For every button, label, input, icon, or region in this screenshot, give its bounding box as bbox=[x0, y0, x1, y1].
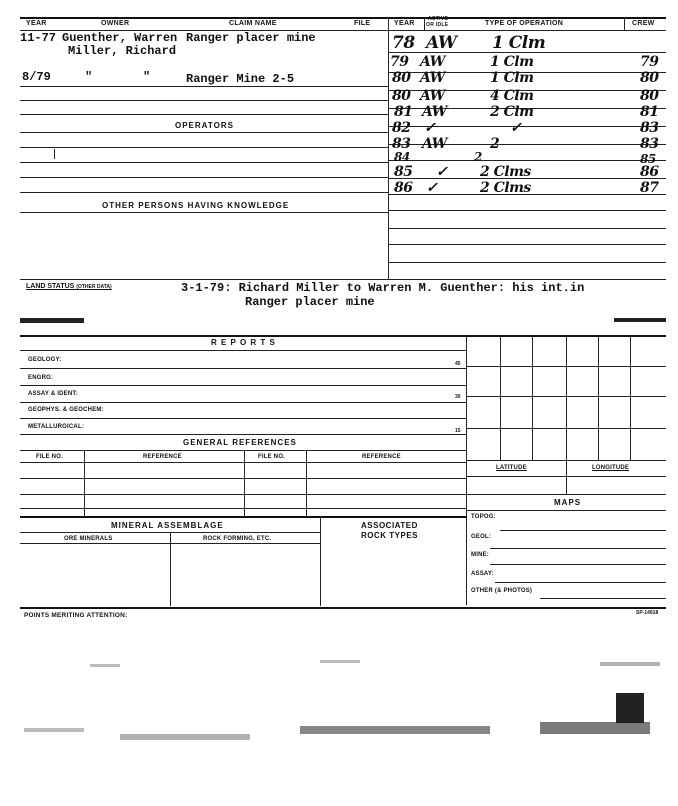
op-status: ✓ bbox=[436, 164, 448, 180]
reports-top bbox=[20, 335, 666, 337]
grid-line bbox=[598, 335, 599, 460]
refs-file-no-2: FILE NO. bbox=[258, 454, 285, 460]
grid-line bbox=[466, 460, 666, 461]
reports-line bbox=[20, 385, 466, 386]
top-border bbox=[20, 17, 666, 19]
report-geophys: GEOPHYS. & GEOCHEM: bbox=[28, 407, 104, 413]
claim-ditto-3: " bbox=[143, 70, 151, 84]
op-year: 85 bbox=[394, 164, 413, 180]
report-num: 45 bbox=[455, 361, 461, 367]
refs-line bbox=[20, 508, 466, 509]
refs-line bbox=[20, 462, 466, 463]
scan-smudge bbox=[540, 722, 650, 734]
maps-heading: MAPS bbox=[554, 498, 582, 507]
scan-smudge bbox=[300, 726, 490, 734]
land-status-line-2: Ranger placer mine bbox=[245, 295, 375, 309]
refs-line bbox=[20, 450, 466, 451]
ops-line bbox=[388, 160, 666, 161]
op-type: 4 Clm bbox=[490, 88, 534, 104]
refs-reference-2: REFERENCE bbox=[362, 454, 401, 460]
op-crew: 83 bbox=[640, 136, 659, 152]
op-type: 1 Clm bbox=[490, 54, 534, 70]
op-type: 2 bbox=[490, 136, 500, 152]
op-type: ✓ bbox=[510, 120, 522, 136]
refs-divider bbox=[306, 450, 307, 516]
operators-line bbox=[20, 147, 388, 148]
col-type-header: TYPE OF OPERATION bbox=[485, 20, 564, 27]
form-number: SP-14918 bbox=[636, 610, 659, 616]
col-year2-header: YEAR bbox=[394, 20, 415, 27]
maps-other: OTHER (& PHOTOS) bbox=[471, 588, 533, 594]
ops-line bbox=[388, 210, 666, 211]
latlon-line bbox=[466, 494, 666, 495]
rock-forming-label: ROCK FORMING, ETC. bbox=[203, 536, 272, 542]
maps-geol: GEOL: bbox=[471, 534, 491, 540]
scan-smudge bbox=[20, 318, 84, 323]
maps-line bbox=[490, 564, 666, 565]
points-top bbox=[20, 607, 666, 609]
op-year: 86 bbox=[394, 180, 413, 196]
op-crew: 86 bbox=[640, 164, 659, 180]
claim-name-1: Ranger placer mine bbox=[186, 31, 316, 45]
col-owner-header: OWNER bbox=[101, 20, 130, 27]
report-num: 30 bbox=[455, 394, 461, 400]
claim-name-3: Ranger Mine 2-5 bbox=[186, 72, 295, 86]
refs-reference: REFERENCE bbox=[143, 454, 182, 460]
rock-types-heading: ROCK TYPES bbox=[361, 531, 419, 540]
active-divider bbox=[424, 17, 425, 31]
maps-assay: ASSAY: bbox=[471, 571, 494, 577]
op-status: AW bbox=[420, 70, 445, 86]
owner-line bbox=[20, 114, 388, 115]
general-refs-heading: GENERAL REFERENCES bbox=[183, 438, 297, 447]
land-status-sub-text: (OTHER DATA) bbox=[76, 284, 112, 290]
scan-smudge bbox=[616, 693, 644, 723]
points-heading: POINTS MERITING ATTENTION: bbox=[24, 612, 128, 619]
op-crew: 87 bbox=[640, 180, 659, 196]
reports-line bbox=[20, 418, 466, 419]
op-type: 1 Clm bbox=[492, 33, 546, 53]
report-num: 15 bbox=[455, 428, 461, 434]
refs-divider bbox=[84, 450, 85, 516]
longitude-label: LONGITUDE bbox=[592, 465, 630, 471]
reports-line bbox=[20, 434, 466, 435]
owner-name-1: Guenther, Warren bbox=[62, 31, 178, 45]
op-status: AW bbox=[422, 104, 447, 120]
maps-mine: MINE: bbox=[471, 552, 489, 558]
mineral-assemblage-heading: MINERAL ASSEMBLAGE bbox=[111, 521, 224, 530]
owner-line bbox=[20, 100, 388, 101]
op-crew: 80 bbox=[640, 88, 659, 104]
land-status-top bbox=[20, 279, 666, 280]
op-year: 84 bbox=[394, 150, 410, 164]
col-crew-header: CREW bbox=[632, 20, 655, 27]
op-type: 2 Clms bbox=[480, 164, 531, 180]
scan-smudge bbox=[120, 734, 250, 740]
op-type: 1 Clm bbox=[490, 70, 534, 86]
latlon-line bbox=[466, 476, 666, 477]
operators-line bbox=[20, 192, 388, 193]
scan-smudge bbox=[600, 662, 660, 666]
op-type: 2 bbox=[474, 150, 482, 164]
operators-line bbox=[20, 177, 388, 178]
operators-line bbox=[20, 162, 388, 163]
refs-divider bbox=[244, 450, 245, 516]
owner-line bbox=[20, 86, 388, 87]
owner-year-3: 8/79 bbox=[22, 70, 51, 84]
operators-line bbox=[20, 132, 388, 133]
ops-line bbox=[388, 244, 666, 245]
report-geology: GEOLOGY: bbox=[28, 357, 62, 363]
op-crew: 80 bbox=[640, 70, 659, 86]
operators-heading: OPERATORS bbox=[175, 121, 234, 130]
op-status: AW bbox=[420, 88, 445, 104]
op-crew: 81 bbox=[640, 104, 659, 120]
report-metallurgical: METALLURGICAL: bbox=[28, 424, 85, 430]
grid-line bbox=[566, 335, 567, 495]
other-persons-line bbox=[20, 212, 388, 213]
col-active-header: ACTIVE bbox=[428, 16, 449, 22]
reports-line bbox=[20, 402, 466, 403]
other-persons-heading: OTHER PERSONS HAVING KNOWLEDGE bbox=[102, 201, 290, 210]
op-crew: 85 bbox=[640, 152, 656, 166]
reports-heading: R E P O R T S bbox=[211, 338, 276, 347]
owner-name-3: " bbox=[85, 70, 93, 84]
op-year: 82 bbox=[392, 120, 411, 136]
grid-line bbox=[630, 335, 631, 460]
land-status-label bbox=[26, 283, 112, 290]
op-status: ✓ bbox=[426, 180, 438, 196]
reports-right-edge bbox=[466, 335, 467, 605]
latitude-label: LATITUDE bbox=[496, 465, 527, 471]
op-type: 2 Clm bbox=[490, 104, 534, 120]
op-year: 78 bbox=[392, 33, 415, 53]
op-crew: 79 bbox=[640, 54, 659, 70]
ops-line bbox=[388, 262, 666, 263]
scan-smudge bbox=[614, 318, 666, 322]
col-file-header: FILE bbox=[354, 20, 371, 27]
mineral-line bbox=[20, 543, 320, 544]
op-status: AW bbox=[426, 33, 457, 53]
maps-line bbox=[466, 510, 666, 511]
maps-line bbox=[500, 530, 666, 531]
mineral-top bbox=[20, 516, 466, 518]
op-status: AW bbox=[422, 136, 447, 152]
land-status-line-1: 3-1-79: Richard Miller to Warren M. Guenther: his int.in bbox=[181, 281, 585, 295]
associated-heading: ASSOCIATED bbox=[361, 521, 418, 530]
reports-line bbox=[20, 368, 466, 369]
op-year: 83 bbox=[392, 136, 411, 152]
grid-line bbox=[466, 428, 666, 429]
owner-name-2: Miller, Richard bbox=[68, 44, 177, 58]
scan-smudge bbox=[90, 664, 120, 667]
op-year: 80 bbox=[392, 88, 411, 104]
ore-minerals-label: ORE MINERALS bbox=[64, 536, 113, 542]
op-year: 81 bbox=[394, 104, 413, 120]
report-engrg: ENGRG: bbox=[28, 375, 54, 381]
op-status: ✓ bbox=[424, 120, 436, 136]
op-year: 80 bbox=[392, 70, 411, 86]
col-claim-header: CLAIM NAME bbox=[229, 20, 277, 27]
owner-year-1: 11-77 bbox=[20, 31, 57, 45]
maps-topog: TOPOG: bbox=[471, 514, 496, 520]
ops-line bbox=[388, 228, 666, 229]
op-status: AW bbox=[420, 54, 445, 70]
refs-line bbox=[20, 478, 466, 479]
land-status-label-text: LAND STATUS bbox=[26, 283, 75, 290]
refs-line bbox=[20, 494, 466, 495]
main-divider bbox=[388, 17, 389, 279]
grid-line bbox=[500, 335, 501, 460]
grid-line bbox=[466, 366, 666, 367]
grid-line bbox=[466, 396, 666, 397]
grid-line bbox=[532, 335, 533, 460]
reports-line bbox=[20, 350, 466, 351]
maps-line bbox=[490, 548, 666, 549]
operators-tick bbox=[54, 149, 55, 159]
mineral-divider bbox=[320, 516, 321, 606]
op-year: 79 bbox=[390, 54, 409, 70]
report-assay: ASSAY & IDENT: bbox=[28, 391, 78, 397]
op-crew: 83 bbox=[640, 120, 659, 136]
scan-smudge bbox=[320, 660, 360, 663]
maps-line bbox=[495, 582, 666, 583]
op-type: 2 Clms bbox=[480, 180, 531, 196]
col-year-header: YEAR bbox=[26, 20, 47, 27]
crew-divider bbox=[624, 17, 625, 31]
maps-line bbox=[540, 598, 666, 599]
col-active2-header: OR IDLE bbox=[426, 22, 449, 28]
scan-smudge bbox=[24, 728, 84, 732]
refs-file-no: FILE NO. bbox=[36, 454, 63, 460]
